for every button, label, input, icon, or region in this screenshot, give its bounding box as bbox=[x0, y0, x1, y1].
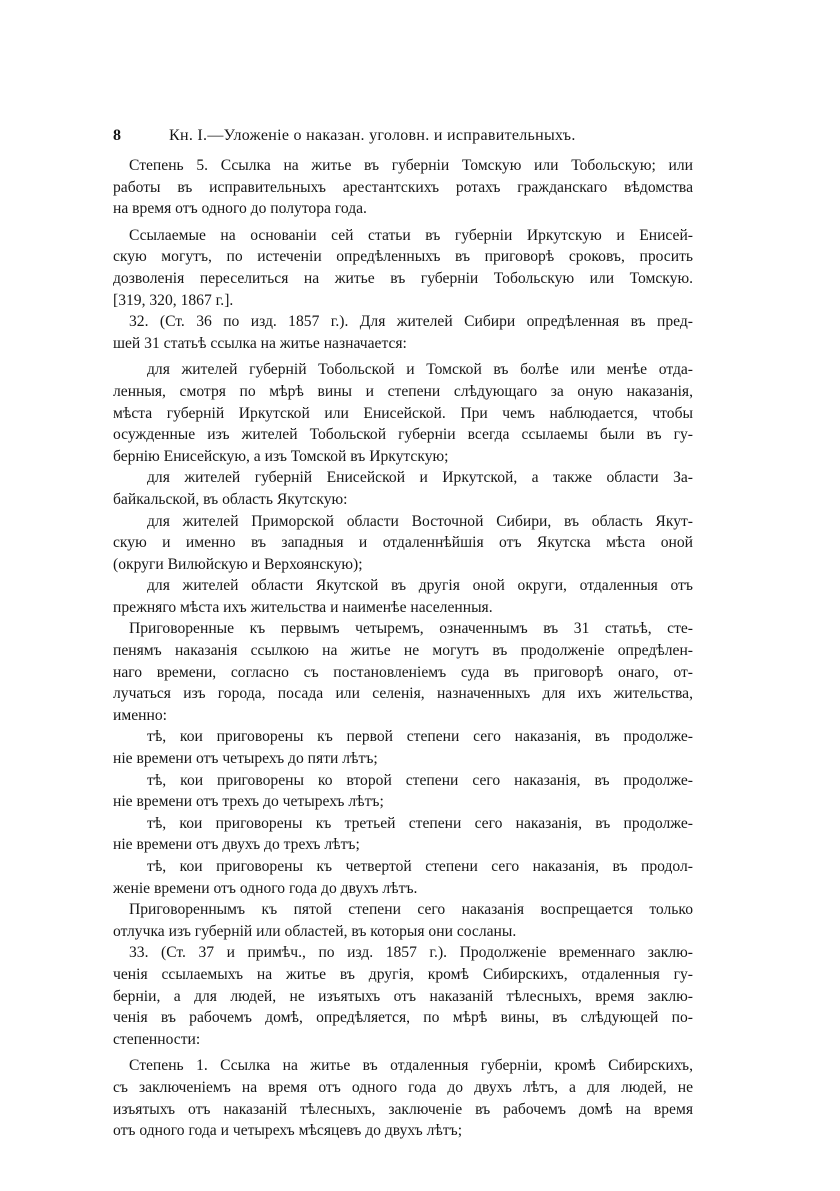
paragraph bbox=[113, 942, 693, 1050]
text-line: тѣ, кои приговорены къ третьей степени сего наказанiя, въ продолже- bbox=[147, 814, 693, 832]
text-line: съ заключенiемъ на время отъ одного года до двухъ лѣтъ, а для людей, не bbox=[113, 1078, 693, 1096]
text-line: нiе времени отъ трехъ до четырехъ лѣтъ; bbox=[113, 793, 384, 811]
text-line: прежняго мѣста ихъ жительства и наименѣе населенныя. bbox=[113, 598, 493, 616]
text-line: степенности: bbox=[113, 1030, 201, 1048]
paragraph bbox=[113, 618, 693, 726]
page-body bbox=[113, 155, 693, 1142]
paragraph bbox=[113, 856, 693, 899]
text-line: для жителей области Якутской въ другiя оной округи, отдаленныя отъ bbox=[147, 577, 693, 595]
text-line: Степень 1. Ссылка на житье въ отдаленныя губернiи, кромѣ Сибирскихъ, bbox=[129, 1057, 693, 1075]
text-line: Приговоренные къ первымъ четыремъ, означеннымъ въ 31 статьѣ, сте- bbox=[129, 620, 693, 638]
text-line: изъятыхъ отъ наказанiй тѣлесныхъ, заключенiе въ рабочемъ домѣ на время bbox=[113, 1100, 693, 1118]
text-line: мѣста губернiй Иркутской или Енисейской. При чемъ наблюдается, чтобы bbox=[113, 404, 693, 422]
text-line: ченiя ссылаемыхъ на житье въ другiя, кромѣ Сибирскихъ, отдаленныя гу- bbox=[113, 965, 693, 983]
text-line: дозволенiя переселиться на житье въ губернiи Тобольскую или Томскую. bbox=[113, 269, 693, 287]
text-line: скую и именно въ западныя и отдаленнѣйшiя отъ Якутска мѣста оной bbox=[113, 534, 693, 552]
text-line: для жителей губернiй Тобольской и Томской въ болѣе или менѣе отда- bbox=[147, 361, 693, 379]
text-line: тѣ, кои приговорены къ четвертой степени сего наказанiя, въ продол- bbox=[147, 858, 693, 875]
text-line: лучаться изъ города, посада или селенiя, назначенныхъ для ихъ жительства, bbox=[113, 685, 693, 703]
text-line: отъ одного года и четырехъ мѣсяцевъ до двухъ лѣтъ; bbox=[113, 1122, 463, 1140]
paragraph bbox=[113, 813, 693, 856]
text-line: Ссылаемые на основанiи сей статьи въ губернiи Иркутскую и Енисей- bbox=[129, 226, 693, 244]
text-line: на время отъ одного до полутора года. bbox=[113, 200, 367, 218]
text-line: нiе времени отъ четырехъ до пяти лѣтъ; bbox=[113, 750, 378, 768]
text-line: Приговореннымъ къ пятой степени сего наказанiя воспрещается только bbox=[129, 901, 693, 919]
text-line: для жителей губернiй Енисейской и Иркутской, а также области За- bbox=[147, 469, 693, 487]
text-line: пенямъ наказанiя ссылкою на житье не могутъ въ продолженiе опредѣлен- bbox=[113, 642, 693, 660]
paragraph bbox=[113, 467, 693, 510]
text-line: 33. (Ст. 37 и примѣч., по изд. 1857 г.). Продолженiе временнаго заклю- bbox=[129, 944, 693, 962]
text-line: байкальской, въ область Якутскую: bbox=[113, 490, 348, 508]
text-line: ленныя, смотря по мѣрѣ вины и степени слѣдующаго за оную наказанiя, bbox=[113, 382, 693, 400]
text-line: (округи Вилюйскую и Верхоянскую); bbox=[113, 555, 363, 573]
paragraph bbox=[113, 770, 693, 813]
text-line: [319, 320, 1867 г.]. bbox=[113, 291, 234, 309]
text-line: наго времени, согласно съ постановленiемъ суда въ приговорѣ онаго, от- bbox=[113, 663, 693, 681]
paragraph bbox=[113, 155, 693, 220]
paragraph bbox=[113, 225, 693, 311]
text-line: отлучка изъ губернiй или областей, въ которыя они сосланы. bbox=[113, 922, 517, 940]
text-line: Степень 5. Ссылка на житье въ губернiи Томскую или Тобольскую; или bbox=[129, 157, 693, 174]
running-header bbox=[113, 127, 713, 145]
text-line: шей 31 статьѣ ссылка на житье назначается: bbox=[113, 334, 407, 352]
text-line: женiе времени отъ одного года до двухъ лѣтъ. bbox=[113, 879, 418, 897]
text-line: для жителей Приморской области Восточной Сибири, въ область Якут- bbox=[147, 512, 693, 530]
paragraph bbox=[113, 575, 693, 618]
running-title: Кн. I.—Уложенiе о наказан. уголовн. и исправительныхъ. bbox=[169, 127, 576, 144]
text-line: осужденные изъ жителей Тобольской губернiи всегда ссылаемы были въ гу- bbox=[113, 426, 693, 444]
text-line: нiе времени отъ двухъ до трехъ лѣтъ; bbox=[113, 836, 360, 854]
text-line: работы въ исправительныхъ арестантскихъ ротахъ гражданскаго вѣдомства bbox=[113, 178, 693, 196]
text-line: 32. (Ст. 36 по изд. 1857 г.). Для жителей Сибири опредѣленная въ пред- bbox=[129, 313, 693, 331]
text-line: ченiя въ рабочемъ домѣ, опредѣляется, по мѣрѣ вины, въ слѣдующей по- bbox=[113, 1009, 693, 1027]
text-line: тѣ, кои приговорены ко второй степени сего наказанiя, въ продолже- bbox=[147, 771, 693, 789]
text-line: тѣ, кои приговорены къ первой степени сего наказанiя, въ продолже- bbox=[147, 728, 693, 746]
paragraph bbox=[113, 899, 693, 942]
text-line: скую могутъ, по истеченiи опредѣленныхъ въ приговорѣ сроковъ, просить bbox=[113, 248, 693, 266]
text-line: бернiю Енисейскую, а изъ Томской въ Иркутскую; bbox=[113, 447, 449, 465]
paragraph bbox=[113, 511, 693, 576]
text-line: именно: bbox=[113, 706, 167, 724]
page-number: 8 bbox=[113, 127, 121, 144]
paragraph bbox=[113, 1055, 693, 1141]
paragraph bbox=[113, 726, 693, 769]
paragraph bbox=[113, 311, 693, 354]
paragraph bbox=[113, 359, 693, 467]
text-line: бернiи, а для людей, не изъятыхъ отъ наказанiй тѣлесныхъ, время заклю- bbox=[113, 987, 693, 1005]
